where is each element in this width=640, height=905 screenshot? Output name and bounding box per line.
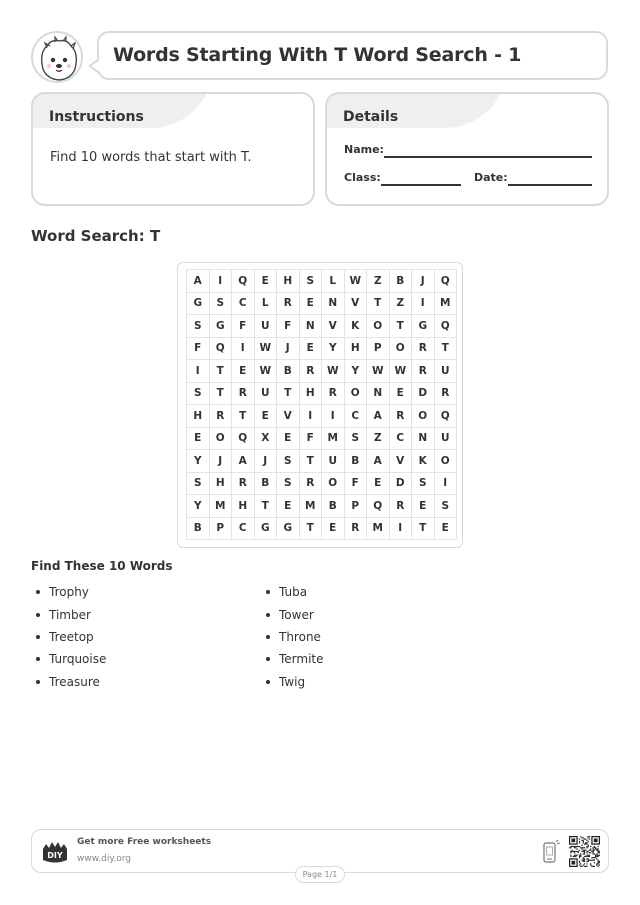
grid-cell[interactable]: S (187, 383, 210, 406)
grid-cell[interactable]: B (345, 450, 368, 473)
bullet-icon (266, 590, 270, 594)
grid-cell[interactable]: R (345, 518, 368, 541)
grid-cell[interactable]: M (367, 518, 390, 541)
word-list-item (264, 603, 324, 625)
grid-cell[interactable]: W (255, 338, 278, 361)
grid-cell[interactable]: T (300, 518, 323, 541)
grid-cell[interactable]: T (232, 405, 255, 428)
grid-cell[interactable]: I (390, 518, 413, 541)
grid-cell[interactable]: R (232, 383, 255, 406)
grid-cell[interactable]: F (345, 473, 368, 496)
word-list-item (34, 671, 106, 693)
grid-cell[interactable]: T (412, 518, 435, 541)
word-text: Tuba (279, 585, 308, 600)
grid-cell[interactable]: K (412, 450, 435, 473)
details-card (325, 92, 609, 206)
page-title: Words Starting With T Word Search - 1 (113, 44, 522, 66)
grid-cell[interactable]: J (277, 338, 300, 361)
word-text: Twig (279, 674, 306, 689)
grid-cell[interactable]: Z (390, 293, 413, 316)
grid-cell[interactable]: S (345, 428, 368, 451)
word-text: Treasure (49, 674, 100, 689)
word-list-item (264, 648, 324, 670)
grid-cell[interactable]: R (390, 495, 413, 518)
word-search-grid (186, 269, 457, 540)
grid-cell[interactable]: D (390, 473, 413, 496)
instructions-text: Find 10 words that start with T. (50, 150, 252, 165)
word-list-item (34, 603, 106, 625)
grid-cell[interactable]: C (232, 518, 255, 541)
instructions-card (31, 92, 315, 206)
grid-cell[interactable]: N (322, 293, 345, 316)
grid-cell[interactable]: Q (435, 270, 458, 293)
grid-cell[interactable]: H (187, 405, 210, 428)
grid-cell[interactable]: Z (367, 270, 390, 293)
grid-cell[interactable]: O (412, 405, 435, 428)
grid-cell[interactable]: F (277, 315, 300, 338)
grid-cell[interactable]: V (322, 315, 345, 338)
grid-cell[interactable]: U (322, 450, 345, 473)
grid-cell[interactable]: M (435, 293, 458, 316)
bullet-icon (36, 635, 40, 639)
grid-cell[interactable]: R (232, 473, 255, 496)
grid-cell[interactable]: M (210, 495, 233, 518)
grid-cell[interactable]: U (435, 360, 458, 383)
grid-cell[interactable]: O (367, 315, 390, 338)
grid-cell[interactable]: N (367, 383, 390, 406)
word-list-item (34, 626, 106, 648)
grid-cell[interactable]: P (367, 338, 390, 361)
grid-cell[interactable]: B (322, 495, 345, 518)
grid-cell[interactable]: I (322, 405, 345, 428)
grid-cell[interactable]: E (412, 495, 435, 518)
grid-cell[interactable]: I (232, 338, 255, 361)
date-label: Date: (474, 171, 508, 184)
grid-cell[interactable]: L (255, 293, 278, 316)
grid-cell[interactable]: E (255, 270, 278, 293)
grid-cell[interactable]: M (300, 495, 323, 518)
grid-cell[interactable]: E (390, 383, 413, 406)
grid-cell[interactable]: S (277, 450, 300, 473)
bullet-icon (36, 657, 40, 661)
grid-cell[interactable]: B (390, 270, 413, 293)
grid-cell[interactable]: R (390, 405, 413, 428)
grid-cell[interactable]: H (345, 338, 368, 361)
class-field-line[interactable] (381, 184, 461, 186)
name-field-line[interactable] (384, 156, 592, 158)
grid-cell[interactable]: C (345, 405, 368, 428)
grid-cell[interactable]: C (390, 428, 413, 451)
grid-cell[interactable]: W (390, 360, 413, 383)
grid-cell[interactable]: S (277, 473, 300, 496)
details-heading: Details (343, 109, 399, 125)
grid-cell[interactable]: Q (232, 428, 255, 451)
grid-cell[interactable]: S (187, 473, 210, 496)
word-list-item (264, 626, 324, 648)
grid-cell[interactable]: E (277, 428, 300, 451)
grid-cell[interactable]: I (300, 405, 323, 428)
word-list-title: Find These 10 Words (31, 559, 173, 573)
grid-cell[interactable]: O (390, 338, 413, 361)
word-text: Tower (279, 607, 314, 622)
instructions-heading: Instructions (49, 109, 144, 125)
bullet-icon (36, 613, 40, 617)
grid-cell[interactable]: R (300, 360, 323, 383)
grid-cell[interactable]: N (412, 428, 435, 451)
grid-cell[interactable]: Y (187, 495, 210, 518)
grid-cell[interactable]: E (435, 518, 458, 541)
title-bubble-tail-inner (91, 60, 100, 72)
bullet-icon (266, 635, 270, 639)
grid-cell[interactable]: T (390, 315, 413, 338)
word-list-item (264, 581, 324, 603)
footer-promo-text: Get more Free worksheets (77, 837, 212, 847)
grid-cell[interactable]: O (345, 383, 368, 406)
grid-cell[interactable]: E (367, 473, 390, 496)
grid-cell[interactable]: T (300, 450, 323, 473)
grid-cell[interactable]: W (322, 360, 345, 383)
word-text: Throne (279, 629, 321, 644)
qr-code-icon[interactable] (569, 836, 600, 867)
grid-cell[interactable]: Q (435, 405, 458, 428)
grid-cell[interactable]: V (345, 293, 368, 316)
grid-cell[interactable]: T (367, 293, 390, 316)
bullet-icon (266, 680, 270, 684)
bullet-icon (266, 613, 270, 617)
grid-cell[interactable]: S (412, 473, 435, 496)
grid-cell[interactable]: L (322, 270, 345, 293)
bullet-icon (36, 680, 40, 684)
grid-cell[interactable]: U (255, 383, 278, 406)
grid-cell[interactable]: H (232, 495, 255, 518)
grid-cell[interactable]: Q (210, 338, 233, 361)
word-list-column-2 (264, 581, 324, 693)
grid-cell[interactable]: Y (187, 450, 210, 473)
grid-cell[interactable]: A (367, 405, 390, 428)
word-list-item (34, 581, 106, 603)
word-text: Termite (279, 652, 324, 667)
grid-cell[interactable]: G (277, 518, 300, 541)
grid-cell[interactable]: E (322, 518, 345, 541)
grid-cell[interactable]: E (277, 495, 300, 518)
date-field-line[interactable] (508, 184, 592, 186)
grid-cell[interactable]: K (345, 315, 368, 338)
grid-cell[interactable]: W (367, 360, 390, 383)
grid-cell[interactable]: E (187, 428, 210, 451)
grid-cell[interactable]: F (300, 428, 323, 451)
grid-cell[interactable]: Q (435, 315, 458, 338)
grid-cell[interactable]: S (300, 270, 323, 293)
grid-cell[interactable]: M (322, 428, 345, 451)
grid-cell[interactable]: J (210, 450, 233, 473)
mascot-avatar (31, 31, 83, 83)
word-list-column-1 (34, 581, 106, 693)
grid-cell[interactable]: U (255, 315, 278, 338)
word-text: Timber (49, 607, 91, 622)
grid-cell[interactable]: T (210, 360, 233, 383)
grid-cell[interactable]: R (435, 383, 458, 406)
grid-cell[interactable]: T (435, 338, 458, 361)
mascot-face-icon (33, 33, 83, 83)
grid-cell[interactable]: R (322, 383, 345, 406)
word-list-item (34, 648, 106, 670)
bullet-icon (36, 590, 40, 594)
grid-cell[interactable]: I (435, 473, 458, 496)
grid-cell[interactable]: D (412, 383, 435, 406)
grid-cell[interactable]: R (300, 473, 323, 496)
grid-cell[interactable]: F (187, 338, 210, 361)
grid-cell[interactable]: H (277, 270, 300, 293)
grid-cell[interactable]: G (187, 293, 210, 316)
grid-cell[interactable]: V (390, 450, 413, 473)
grid-cell[interactable]: O (210, 428, 233, 451)
word-text: Treetop (49, 629, 94, 644)
grid-cell[interactable]: O (322, 473, 345, 496)
grid-cell[interactable]: E (300, 338, 323, 361)
grid-cell[interactable]: R (277, 293, 300, 316)
class-label: Class: (344, 171, 381, 184)
bullet-icon (266, 657, 270, 661)
grid-cell[interactable]: E (232, 360, 255, 383)
grid-cell[interactable]: I (412, 293, 435, 316)
grid-cell[interactable]: I (210, 270, 233, 293)
grid-cell[interactable]: S (435, 495, 458, 518)
grid-cell[interactable]: Q (367, 495, 390, 518)
title-bubble (97, 31, 608, 80)
grid-cell[interactable]: P (345, 495, 368, 518)
grid-cell[interactable]: Z (367, 428, 390, 451)
grid-cell[interactable]: T (255, 495, 278, 518)
grid-cell[interactable]: G (255, 518, 278, 541)
grid-cell[interactable]: B (255, 473, 278, 496)
grid-cell[interactable]: H (210, 473, 233, 496)
grid-cell[interactable]: E (300, 293, 323, 316)
grid-cell[interactable]: V (277, 405, 300, 428)
diy-logo-icon[interactable] (41, 840, 69, 864)
grid-cell[interactable]: Y (322, 338, 345, 361)
page-number-badge: Page 1/1 (295, 866, 345, 883)
grid-cell[interactable]: C (232, 293, 255, 316)
grid-cell[interactable]: N (300, 315, 323, 338)
grid-cell[interactable]: R (412, 360, 435, 383)
grid-cell[interactable]: T (277, 383, 300, 406)
grid-cell[interactable]: A (187, 270, 210, 293)
grid-cell[interactable]: P (210, 518, 233, 541)
word-search-panel (177, 262, 463, 548)
grid-cell[interactable]: S (187, 315, 210, 338)
grid-cell[interactable]: W (345, 270, 368, 293)
footer-url-link[interactable]: www.diy.org (77, 854, 131, 864)
grid-cell[interactable]: A (232, 450, 255, 473)
grid-cell[interactable]: U (435, 428, 458, 451)
puzzle-title: Word Search: T (31, 227, 161, 245)
grid-cell[interactable]: G (412, 315, 435, 338)
grid-cell[interactable]: A (367, 450, 390, 473)
word-text: Trophy (49, 585, 89, 600)
phone-icon (542, 840, 560, 864)
word-text: Turquoise (49, 652, 107, 667)
grid-cell[interactable]: T (210, 383, 233, 406)
grid-cell[interactable]: O (435, 450, 458, 473)
word-list-item (264, 671, 324, 693)
diy-logo-text: DIY (47, 851, 63, 860)
grid-cell[interactable]: J (255, 450, 278, 473)
grid-cell[interactable]: I (187, 360, 210, 383)
grid-cell[interactable]: X (255, 428, 278, 451)
grid-cell[interactable]: E (255, 405, 278, 428)
grid-cell[interactable]: S (210, 293, 233, 316)
grid-cell[interactable]: Y (345, 360, 368, 383)
grid-cell[interactable]: H (300, 383, 323, 406)
grid-cell[interactable]: F (232, 315, 255, 338)
grid-cell[interactable]: Q (232, 270, 255, 293)
grid-cell[interactable]: W (255, 360, 278, 383)
grid-cell[interactable]: J (412, 270, 435, 293)
grid-cell[interactable]: R (210, 405, 233, 428)
grid-cell[interactable]: R (412, 338, 435, 361)
name-label: Name: (344, 143, 384, 156)
grid-cell[interactable]: B (187, 518, 210, 541)
grid-cell[interactable]: B (277, 360, 300, 383)
grid-cell[interactable]: G (210, 315, 233, 338)
